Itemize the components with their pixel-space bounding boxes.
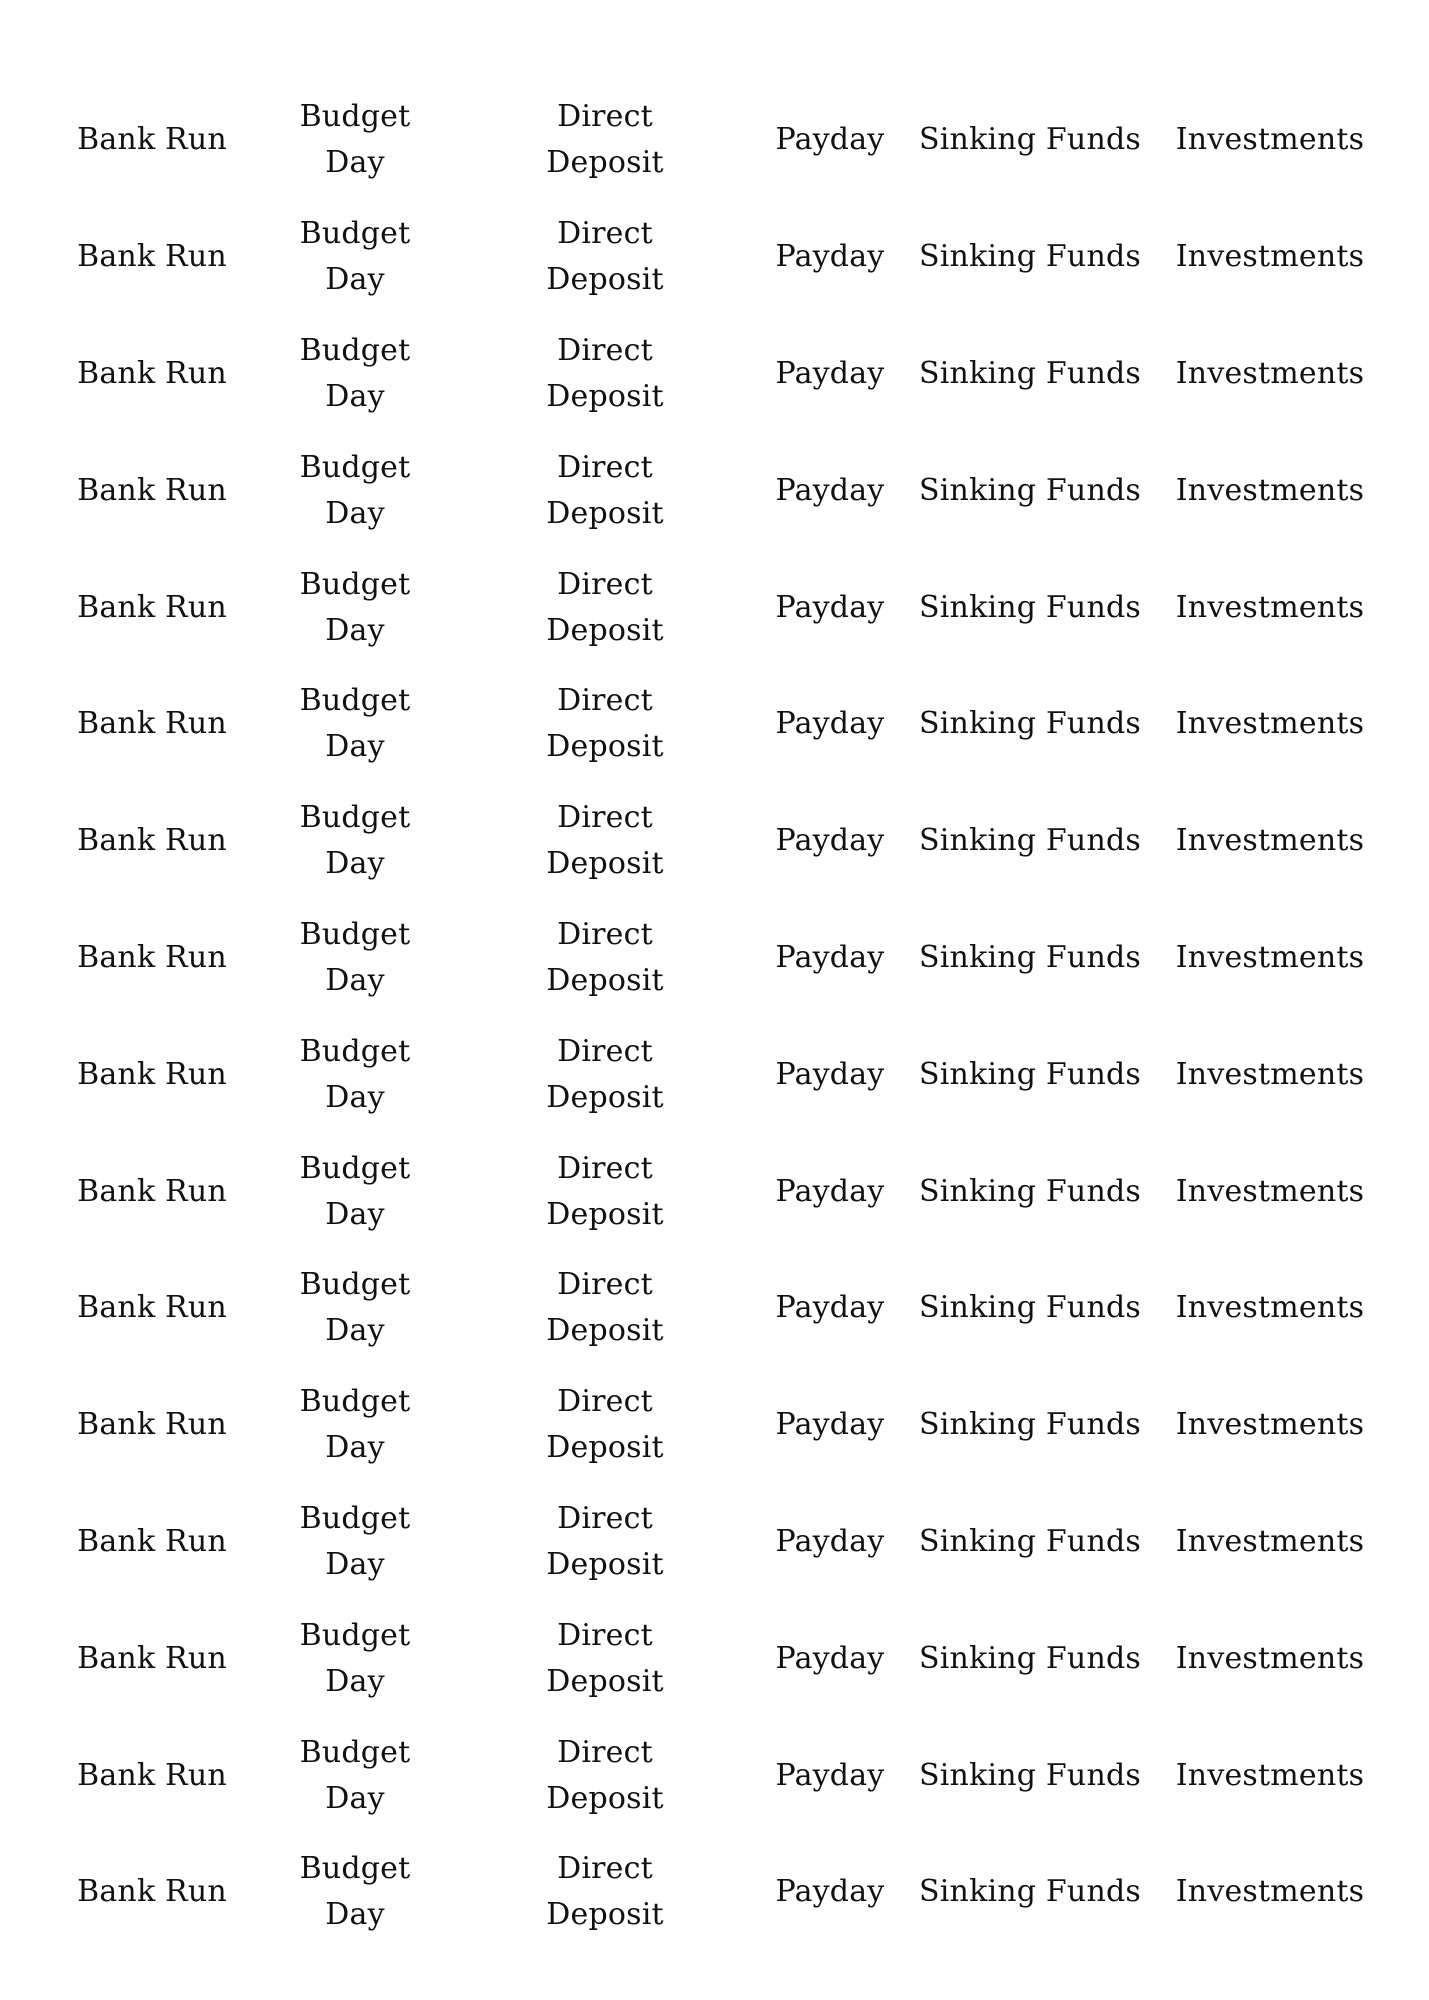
- sticker-sinking-funds: Sinking Funds: [919, 1056, 1141, 1092]
- sticker-budget-day: [275, 1016, 435, 1133]
- sticker-budget-day-line: Budget: [299, 1851, 411, 1887]
- sticker-payday: Payday: [775, 1640, 885, 1676]
- sticker-budget-day-line: Day: [325, 262, 385, 298]
- sticker-budget-day: [275, 1133, 435, 1250]
- sticker-investments: Investments: [1175, 823, 1365, 859]
- sticker-budget-day-line: Day: [325, 1313, 385, 1349]
- sticker-direct-deposit-line: Direct: [557, 99, 653, 135]
- sticker-budget-day: [275, 1717, 435, 1834]
- sticker-bank-run: Bank Run: [77, 122, 227, 158]
- sticker-payday: Payday: [775, 1523, 885, 1559]
- sticker-direct-deposit: [520, 316, 690, 433]
- sticker-sheet: [0, 82, 1429, 1951]
- sticker-direct-deposit-line: Direct: [557, 1267, 653, 1303]
- sticker-bank-run: Bank Run: [77, 1640, 227, 1676]
- sticker-investments: Investments: [1175, 939, 1365, 975]
- sticker-budget-day-line: Budget: [299, 1033, 411, 1069]
- sticker-direct-deposit: [520, 432, 690, 549]
- sticker-row: [0, 1834, 1429, 1951]
- sticker-payday: Payday: [775, 1874, 885, 1910]
- sticker-budget-day-line: Budget: [299, 1617, 411, 1653]
- sticker-direct-deposit-line: Direct: [557, 1851, 653, 1887]
- sticker-budget-day: [275, 1484, 435, 1601]
- sticker-row: [0, 432, 1429, 549]
- sticker-direct-deposit-line: Deposit: [546, 495, 664, 531]
- sticker-budget-day-line: Budget: [299, 800, 411, 836]
- sticker-direct-deposit: [520, 1133, 690, 1250]
- sticker-bank-run: Bank Run: [77, 1407, 227, 1443]
- sticker-direct-deposit: [520, 82, 690, 199]
- sticker-bank-run: Bank Run: [77, 706, 227, 742]
- sticker-budget-day: [275, 783, 435, 900]
- sticker-direct-deposit-line: Deposit: [546, 262, 664, 298]
- sticker-row: [0, 900, 1429, 1017]
- sticker-sinking-funds: Sinking Funds: [919, 1757, 1141, 1793]
- sticker-sinking-funds: Sinking Funds: [919, 823, 1141, 859]
- sticker-sinking-funds: Sinking Funds: [919, 939, 1141, 975]
- sticker-sinking-funds: Sinking Funds: [919, 239, 1141, 275]
- sticker-row: [0, 1484, 1429, 1601]
- sticker-direct-deposit-line: Direct: [557, 566, 653, 602]
- sticker-direct-deposit: [520, 666, 690, 783]
- sticker-budget-day-line: Day: [325, 1663, 385, 1699]
- sticker-investments: Investments: [1175, 1173, 1365, 1209]
- sticker-payday: Payday: [775, 122, 885, 158]
- sticker-investments: Investments: [1175, 472, 1365, 508]
- sticker-row: [0, 1600, 1429, 1717]
- sticker-budget-day-line: Day: [325, 145, 385, 181]
- sticker-direct-deposit-line: Direct: [557, 332, 653, 368]
- sticker-investments: Investments: [1175, 122, 1365, 158]
- sticker-sinking-funds: Sinking Funds: [919, 122, 1141, 158]
- sticker-budget-day-line: Day: [325, 1430, 385, 1466]
- sticker-direct-deposit-line: Deposit: [546, 378, 664, 414]
- sticker-direct-deposit-line: Deposit: [546, 1546, 664, 1582]
- sticker-direct-deposit-line: Direct: [557, 800, 653, 836]
- sticker-budget-day-line: Budget: [299, 683, 411, 719]
- sticker-budget-day: [275, 1834, 435, 1951]
- sticker-bank-run: Bank Run: [77, 355, 227, 391]
- sticker-payday: Payday: [775, 939, 885, 975]
- sticker-budget-day: [275, 900, 435, 1017]
- sticker-payday: Payday: [775, 239, 885, 275]
- sticker-budget-day-line: Budget: [299, 1384, 411, 1420]
- sticker-payday: Payday: [775, 1290, 885, 1326]
- sticker-row: [0, 1016, 1429, 1133]
- sticker-budget-day-line: Budget: [299, 1500, 411, 1536]
- sticker-direct-deposit-line: Deposit: [546, 1430, 664, 1466]
- sticker-payday: Payday: [775, 1407, 885, 1443]
- sticker-payday: Payday: [775, 355, 885, 391]
- sticker-direct-deposit-line: Direct: [557, 1500, 653, 1536]
- sticker-budget-day-line: Day: [325, 1546, 385, 1582]
- sticker-budget-day-line: Budget: [299, 99, 411, 135]
- sticker-investments: Investments: [1175, 1407, 1365, 1443]
- sticker-budget-day: [275, 82, 435, 199]
- sticker-budget-day: [275, 549, 435, 666]
- sticker-budget-day-line: Day: [325, 729, 385, 765]
- sticker-payday: Payday: [775, 823, 885, 859]
- sticker-row: [0, 783, 1429, 900]
- sticker-sinking-funds: Sinking Funds: [919, 589, 1141, 625]
- sticker-budget-day-line: Day: [325, 1079, 385, 1115]
- sticker-sinking-funds: Sinking Funds: [919, 706, 1141, 742]
- sticker-direct-deposit-line: Direct: [557, 1384, 653, 1420]
- sticker-direct-deposit-line: Direct: [557, 1734, 653, 1770]
- sticker-direct-deposit-line: Deposit: [546, 1897, 664, 1933]
- sticker-direct-deposit: [520, 783, 690, 900]
- sticker-direct-deposit-line: Direct: [557, 1150, 653, 1186]
- sticker-bank-run: Bank Run: [77, 1523, 227, 1559]
- sticker-budget-day-line: Day: [325, 1780, 385, 1816]
- sticker-investments: Investments: [1175, 589, 1365, 625]
- sticker-payday: Payday: [775, 472, 885, 508]
- sticker-budget-day: [275, 1600, 435, 1717]
- sticker-budget-day-line: Day: [325, 612, 385, 648]
- sticker-bank-run: Bank Run: [77, 239, 227, 275]
- sticker-investments: Investments: [1175, 706, 1365, 742]
- sticker-budget-day-line: Day: [325, 1897, 385, 1933]
- sticker-sinking-funds: Sinking Funds: [919, 1290, 1141, 1326]
- sticker-budget-day-line: Budget: [299, 216, 411, 252]
- sticker-direct-deposit-line: Deposit: [546, 729, 664, 765]
- sticker-direct-deposit: [520, 199, 690, 316]
- sticker-investments: Investments: [1175, 355, 1365, 391]
- sticker-budget-day: [275, 1367, 435, 1484]
- sticker-row: [0, 1717, 1429, 1834]
- sticker-sinking-funds: Sinking Funds: [919, 472, 1141, 508]
- sticker-direct-deposit-line: Deposit: [546, 1313, 664, 1349]
- sticker-direct-deposit-line: Deposit: [546, 612, 664, 648]
- sticker-direct-deposit-line: Direct: [557, 1033, 653, 1069]
- sticker-budget-day-line: Day: [325, 846, 385, 882]
- sticker-sinking-funds: Sinking Funds: [919, 1874, 1141, 1910]
- sticker-direct-deposit-line: Direct: [557, 216, 653, 252]
- sticker-direct-deposit-line: Deposit: [546, 1196, 664, 1232]
- sticker-bank-run: Bank Run: [77, 1757, 227, 1793]
- sticker-bank-run: Bank Run: [77, 1056, 227, 1092]
- sticker-budget-day-line: Budget: [299, 1734, 411, 1770]
- sticker-bank-run: Bank Run: [77, 939, 227, 975]
- sticker-direct-deposit: [520, 1484, 690, 1601]
- sticker-direct-deposit: [520, 1600, 690, 1717]
- sticker-budget-day-line: Budget: [299, 566, 411, 602]
- sticker-direct-deposit-line: Deposit: [546, 962, 664, 998]
- sticker-sinking-funds: Sinking Funds: [919, 1523, 1141, 1559]
- sticker-sinking-funds: Sinking Funds: [919, 1640, 1141, 1676]
- sticker-direct-deposit: [520, 549, 690, 666]
- sticker-sinking-funds: Sinking Funds: [919, 355, 1141, 391]
- sticker-budget-day-line: Day: [325, 495, 385, 531]
- sticker-direct-deposit-line: Direct: [557, 683, 653, 719]
- sticker-payday: Payday: [775, 1056, 885, 1092]
- sticker-investments: Investments: [1175, 1290, 1365, 1326]
- sticker-direct-deposit: [520, 1016, 690, 1133]
- sticker-budget-day-line: Day: [325, 962, 385, 998]
- sticker-row: [0, 1250, 1429, 1367]
- sticker-direct-deposit-line: Deposit: [546, 145, 664, 181]
- sticker-direct-deposit-line: Direct: [557, 449, 653, 485]
- sticker-bank-run: Bank Run: [77, 589, 227, 625]
- sticker-payday: Payday: [775, 1173, 885, 1209]
- sticker-payday: Payday: [775, 589, 885, 625]
- sticker-direct-deposit: [520, 1367, 690, 1484]
- sticker-row: [0, 316, 1429, 433]
- sticker-budget-day: [275, 666, 435, 783]
- sticker-row: [0, 199, 1429, 316]
- sticker-investments: Investments: [1175, 239, 1365, 275]
- sticker-budget-day-line: Day: [325, 378, 385, 414]
- sticker-bank-run: Bank Run: [77, 472, 227, 508]
- sticker-row: [0, 1133, 1429, 1250]
- sticker-direct-deposit-line: Deposit: [546, 1780, 664, 1816]
- sticker-budget-day-line: Day: [325, 1196, 385, 1232]
- sticker-direct-deposit-line: Deposit: [546, 1079, 664, 1115]
- sticker-budget-day: [275, 1250, 435, 1367]
- sticker-budget-day-line: Budget: [299, 1150, 411, 1186]
- sticker-budget-day: [275, 316, 435, 433]
- sticker-row: [0, 1367, 1429, 1484]
- sticker-direct-deposit: [520, 1717, 690, 1834]
- sticker-investments: Investments: [1175, 1640, 1365, 1676]
- sticker-payday: Payday: [775, 706, 885, 742]
- sticker-direct-deposit-line: Deposit: [546, 846, 664, 882]
- sticker-direct-deposit: [520, 900, 690, 1017]
- sticker-direct-deposit: [520, 1834, 690, 1951]
- sticker-budget-day-line: Budget: [299, 916, 411, 952]
- sticker-direct-deposit-line: Direct: [557, 916, 653, 952]
- sticker-sinking-funds: Sinking Funds: [919, 1173, 1141, 1209]
- sticker-bank-run: Bank Run: [77, 1290, 227, 1326]
- sticker-bank-run: Bank Run: [77, 823, 227, 859]
- sticker-row: [0, 82, 1429, 199]
- sticker-budget-day-line: Budget: [299, 332, 411, 368]
- sticker-budget-day-line: Budget: [299, 449, 411, 485]
- sticker-payday: Payday: [775, 1757, 885, 1793]
- sticker-bank-run: Bank Run: [77, 1173, 227, 1209]
- sticker-row: [0, 549, 1429, 666]
- sticker-sinking-funds: Sinking Funds: [919, 1407, 1141, 1443]
- sticker-investments: Investments: [1175, 1757, 1365, 1793]
- sticker-investments: Investments: [1175, 1523, 1365, 1559]
- sticker-investments: Investments: [1175, 1056, 1365, 1092]
- sticker-budget-day: [275, 432, 435, 549]
- sticker-bank-run: Bank Run: [77, 1874, 227, 1910]
- sticker-row: [0, 666, 1429, 783]
- sticker-direct-deposit: [520, 1250, 690, 1367]
- sticker-budget-day: [275, 199, 435, 316]
- sticker-investments: Investments: [1175, 1874, 1365, 1910]
- sticker-budget-day-line: Budget: [299, 1267, 411, 1303]
- sticker-direct-deposit-line: Deposit: [546, 1663, 664, 1699]
- sticker-direct-deposit-line: Direct: [557, 1617, 653, 1653]
